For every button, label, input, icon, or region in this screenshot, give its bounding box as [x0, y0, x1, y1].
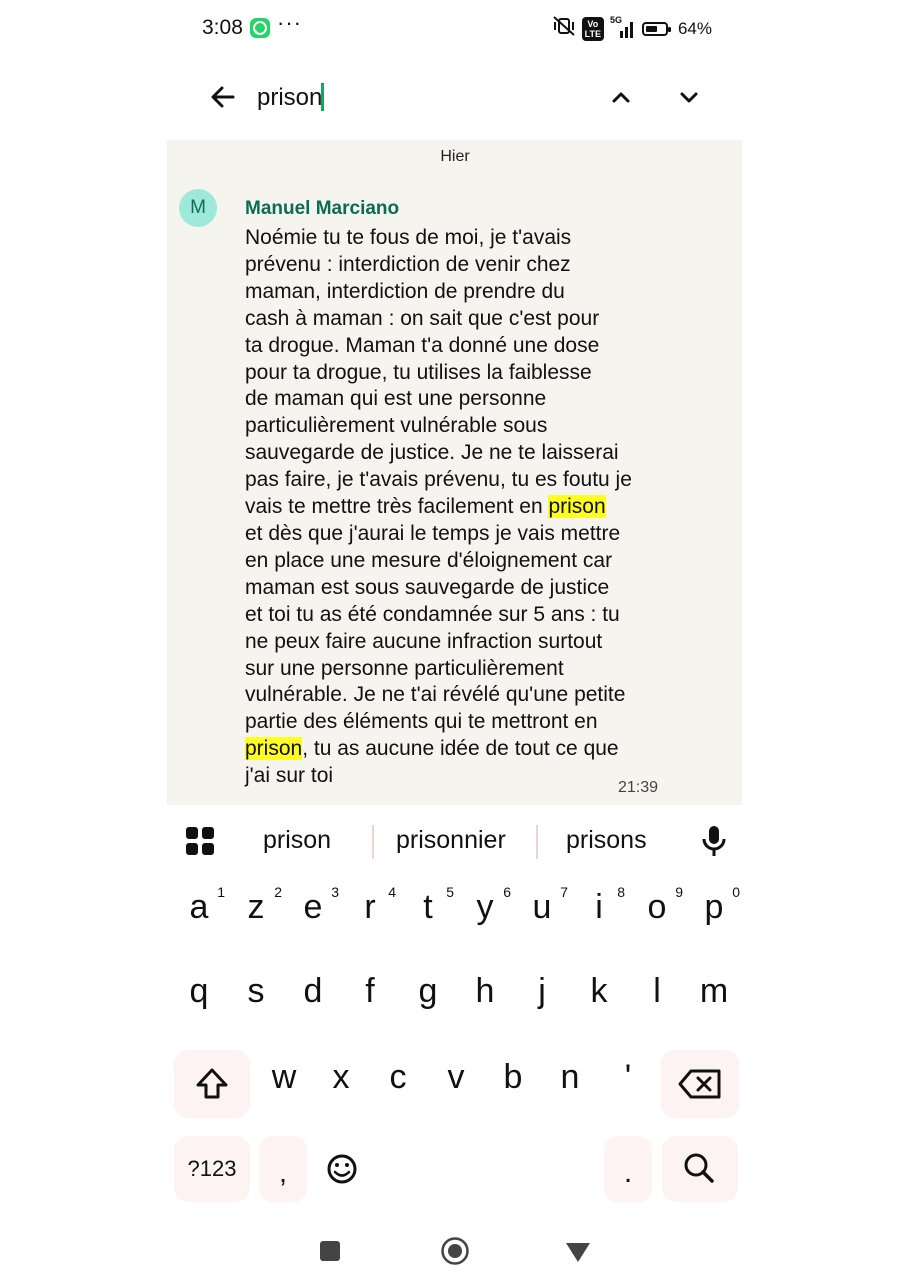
suggestion-3[interactable]: prisons — [566, 826, 647, 854]
message-line: pour ta drogue, tu utilises la faiblesse — [245, 360, 592, 384]
key-g[interactable] — [400, 964, 456, 1034]
period-key[interactable]: . — [604, 1136, 652, 1202]
search-key[interactable] — [662, 1136, 738, 1202]
key-label: m — [699, 972, 729, 1010]
key-label: d — [303, 972, 323, 1010]
key-label: q — [189, 972, 209, 1010]
search-highlight: prison — [245, 737, 303, 761]
key-label: z — [247, 888, 265, 926]
key-r[interactable] — [342, 880, 398, 950]
key-a[interactable] — [171, 880, 227, 950]
key-h[interactable] — [457, 964, 513, 1034]
whatsapp-icon — [250, 18, 270, 38]
key-m[interactable] — [686, 964, 742, 1034]
key-label: i — [595, 888, 603, 926]
message-time: 21:39 — [618, 779, 659, 796]
key-c[interactable] — [370, 1050, 426, 1120]
key-hint: 9 — [675, 884, 683, 900]
shift-key[interactable] — [174, 1050, 250, 1118]
message-text[interactable] — [245, 225, 665, 790]
key-e[interactable] — [285, 880, 341, 950]
key-s[interactable] — [228, 964, 284, 1034]
suggestion-divider — [372, 825, 374, 859]
suggestion-divider — [536, 825, 538, 859]
home-button[interactable] — [440, 1236, 470, 1266]
battery-percent: 64% — [677, 18, 712, 38]
key-hint: 1 — [217, 884, 225, 900]
key-label: v — [447, 1058, 465, 1096]
status-indicators — [552, 16, 712, 41]
key-hint: 2 — [274, 884, 282, 900]
avatar[interactable]: M — [179, 189, 217, 227]
arrow-left-icon — [206, 80, 240, 114]
key-label: r — [364, 888, 376, 926]
grid-icon — [186, 827, 214, 855]
next-match-button[interactable] — [674, 82, 704, 112]
nav-back-button[interactable] — [565, 1241, 591, 1263]
key-label: p — [704, 888, 724, 926]
key-i[interactable] — [571, 880, 627, 950]
message-line: partie des éléments qui te mettront en — [245, 710, 598, 734]
backspace-key[interactable] — [661, 1050, 739, 1118]
date-separator: Hier — [440, 148, 470, 165]
key-hint: 0 — [732, 884, 740, 900]
key-hint: 5 — [446, 884, 454, 900]
key-p[interactable] — [686, 880, 742, 950]
more-notifications-icon: ··· — [277, 10, 302, 35]
message-line: ne peux faire aucune infraction surtout — [245, 629, 603, 653]
key-apostrophe[interactable] — [600, 1050, 656, 1120]
recents-button[interactable] — [320, 1241, 340, 1261]
key-o[interactable] — [629, 880, 685, 950]
key-label: s — [247, 972, 265, 1010]
key-hint: 8 — [617, 884, 625, 900]
key-label: u — [532, 888, 552, 926]
message-line — [245, 736, 665, 763]
message-line: vulnérable. Je ne t'ai révélé qu'une petite — [245, 683, 626, 707]
key-label: k — [590, 972, 608, 1010]
backspace-icon — [661, 1050, 739, 1118]
message-line: maman est sous sauvegarde de justice — [245, 575, 610, 599]
message-line: et dès que j'aurai le temps je vais mettre — [245, 521, 621, 545]
key-v[interactable] — [428, 1050, 484, 1120]
emoji-icon — [318, 1136, 366, 1202]
message-line: cash à maman : on sait que c'est pour — [245, 306, 600, 330]
key-label: h — [475, 972, 495, 1010]
back-button[interactable] — [206, 80, 240, 114]
battery-level — [646, 26, 658, 32]
key-hint: 7 — [560, 884, 568, 900]
key-label: n — [560, 1058, 580, 1096]
message-line: en place une mesure d'éloignement car — [245, 548, 613, 572]
key-n[interactable] — [542, 1050, 598, 1120]
key-label: e — [303, 888, 323, 926]
key-k[interactable] — [571, 964, 627, 1034]
suggestion-2[interactable]: prisonnier — [396, 826, 506, 854]
message-line: ta drogue. Maman t'a donné une dose — [245, 333, 600, 357]
signal-icon — [609, 14, 636, 39]
key-q[interactable] — [171, 964, 227, 1034]
search-icon — [662, 1136, 738, 1202]
key-hint: 6 — [503, 884, 511, 900]
status-time: 3:08 — [202, 16, 243, 39]
message-line: pas faire, je t'avais prévenu, tu es foutu je — [245, 468, 632, 492]
key-label: l — [653, 972, 661, 1010]
key-label: c — [389, 1058, 407, 1096]
search-input[interactable] — [257, 80, 577, 116]
triangle-back-icon — [565, 1241, 591, 1263]
chevron-down-icon — [674, 82, 704, 112]
key-z[interactable] — [228, 880, 284, 950]
emoji-key[interactable] — [318, 1136, 366, 1202]
text-caret — [321, 83, 324, 111]
key-y[interactable] — [457, 880, 513, 950]
message-line: j'ai sur toi — [245, 764, 334, 788]
message-line: sur une personne particulièrement — [245, 656, 564, 680]
key-label: f — [365, 972, 375, 1010]
key-label: t — [423, 888, 433, 926]
message-line-text: vais te mettre très facilement en — [245, 495, 549, 519]
message-line: particulièrement vulnérable sous — [245, 414, 548, 438]
key-label: ' — [624, 1058, 632, 1096]
voice-input-button[interactable] — [701, 824, 727, 858]
key-d[interactable] — [285, 964, 341, 1034]
shift-icon — [174, 1050, 250, 1118]
key-w[interactable] — [256, 1050, 312, 1120]
key-hint: 4 — [388, 884, 396, 900]
symbols-key[interactable]: ?123 — [174, 1136, 250, 1202]
home-icon — [440, 1236, 470, 1266]
message-line: sauvegarde de justice. Je ne te laisserai — [245, 441, 619, 465]
key-label: x — [332, 1058, 350, 1096]
network-type: 5G — [609, 14, 622, 25]
key-f[interactable] — [342, 964, 398, 1034]
microphone-icon — [701, 824, 727, 858]
chevron-up-icon — [606, 82, 636, 112]
message-line: de maman qui est une personne — [245, 387, 547, 411]
space-key[interactable] — [372, 1136, 598, 1202]
message-line: Noémie tu te fous de moi, je t'avais — [245, 226, 572, 249]
key-x[interactable] — [313, 1050, 369, 1120]
message-line: prévenu : interdiction de venir chez — [245, 252, 571, 276]
key-label: y — [476, 888, 494, 926]
message-line — [245, 494, 665, 521]
key-u[interactable] — [514, 880, 570, 950]
battery-icon — [642, 22, 668, 36]
key-j[interactable] — [514, 964, 570, 1034]
key-t[interactable] — [400, 880, 456, 950]
comma-key[interactable]: , — [259, 1136, 307, 1202]
key-label: b — [503, 1058, 523, 1096]
key-label: o — [647, 888, 667, 926]
key-label: g — [418, 972, 438, 1010]
key-l[interactable] — [629, 964, 685, 1034]
apps-button[interactable] — [186, 827, 214, 855]
key-hint: 3 — [331, 884, 339, 900]
key-b[interactable] — [485, 1050, 541, 1120]
key-label: a — [189, 888, 209, 926]
suggestion-1[interactable]: prison — [263, 826, 332, 854]
vibrate-off-icon — [552, 16, 576, 41]
volte-icon: Vo LTE — [582, 17, 604, 41]
sender-name[interactable]: Manuel Marciano — [245, 198, 400, 219]
search-highlight: prison — [548, 495, 606, 519]
message-line-text: , tu as aucune idée de tout ce que — [302, 737, 619, 761]
key-label: j — [538, 972, 546, 1010]
message-line: et toi tu as été condamnée sur 5 ans : tu — [245, 602, 620, 626]
message-line: maman, interdiction de prendre du — [245, 279, 565, 303]
key-label: w — [271, 1058, 297, 1096]
previous-match-button[interactable] — [606, 82, 636, 112]
